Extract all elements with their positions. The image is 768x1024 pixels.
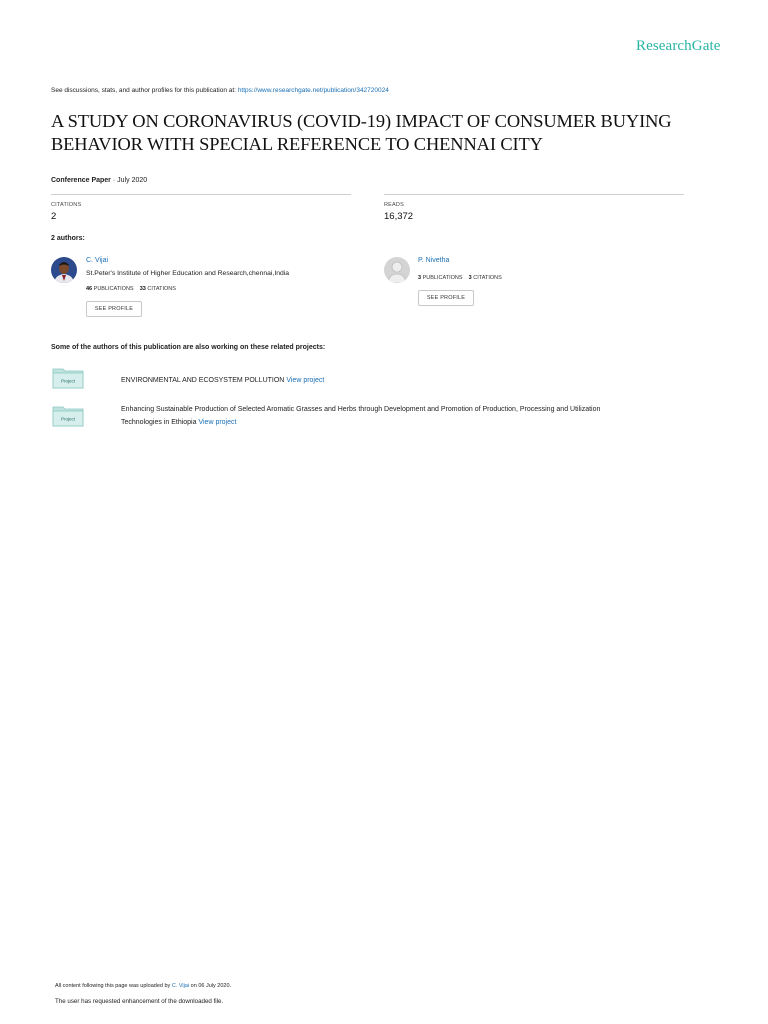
- project-item-2: [121, 403, 711, 429]
- project-folder-icon: [52, 405, 84, 427]
- intro-text: See discussions, stats, and author profiles for this publication at:: [51, 87, 236, 94]
- view-project-link[interactable]: View project: [286, 377, 325, 384]
- upload-suffix: on 06 July 2020.: [190, 983, 232, 989]
- publication-title: [51, 110, 711, 156]
- publication-meta: [51, 177, 147, 184]
- author-institution: St.Peter's Institute of Higher Education and Research,chennai,India: [86, 270, 290, 277]
- project-folder-icon: [52, 367, 84, 389]
- project-title-line-2: Technologies in Ethiopia: [121, 419, 197, 426]
- view-project-link[interactable]: View project: [198, 419, 237, 426]
- upload-prefix: All content following this page was uploaded by: [55, 983, 171, 989]
- title-line-1: A STUDY ON CORONAVIRUS (COVID-19) IMPACT OF CONSUMER BUYING: [51, 111, 672, 131]
- publication-type: Conference Paper: [51, 177, 111, 184]
- publications-count: 46: [86, 286, 93, 292]
- researchgate-logo[interactable]: ResearchGate: [636, 38, 721, 54]
- see-profile-button-c-vijai[interactable]: SEE PROFILE: [86, 301, 142, 317]
- publications-label: PUBLICATIONS: [422, 275, 463, 281]
- author-avatar-p-nivetha[interactable]: [384, 257, 410, 283]
- citations-count: 33: [139, 286, 146, 292]
- author-stats-c-vijai: [86, 286, 176, 292]
- citations-label: CITATIONS: [51, 202, 82, 208]
- author-avatar-c-vijai[interactable]: [51, 257, 77, 283]
- see-profile-button-p-nivetha[interactable]: SEE PROFILE: [418, 290, 474, 306]
- publications-count: 3: [418, 275, 422, 281]
- citations-stat-label: CITATIONS: [147, 286, 176, 292]
- project-icon-label: Project: [60, 416, 76, 422]
- upload-note: [55, 983, 231, 989]
- reads-value: 16,372: [384, 211, 414, 222]
- citations-stat-label: CITATIONS: [473, 275, 502, 281]
- citations-value: 2: [51, 211, 57, 222]
- divider-left: [51, 194, 351, 195]
- meta-separator: ·: [112, 177, 116, 184]
- citations-count: 3: [468, 275, 472, 281]
- discussion-intro: [51, 87, 389, 94]
- author-name-c-vijai[interactable]: C. Vijai: [86, 257, 109, 264]
- author-name-p-nivetha[interactable]: P. Nivetha: [418, 257, 450, 264]
- author-stats-p-nivetha: [418, 275, 502, 281]
- publication-date: July 2020: [117, 177, 148, 184]
- project-icon-label: Project: [60, 378, 76, 384]
- authors-count-label: 2 authors:: [51, 235, 85, 242]
- divider-right: [384, 194, 684, 195]
- related-projects-label: Some of the authors of this publication are also working on these related projects:: [51, 344, 326, 351]
- title-line-2: BEHAVIOR WITH SPECIAL REFERENCE TO CHENNAI CITY: [51, 134, 543, 154]
- uploader-link[interactable]: C. Vijai: [171, 983, 190, 989]
- publications-label: PUBLICATIONS: [93, 286, 134, 292]
- project-title: ENVIRONMENTAL AND ECOSYSTEM POLLUTION: [121, 377, 285, 384]
- project-item-1: [121, 374, 324, 387]
- reads-label: READS: [384, 202, 404, 208]
- enhancement-note: The user has requested enhancement of the downloaded file.: [55, 998, 224, 1005]
- project-title-line-1: Enhancing Sustainable Production of Selected Aromatic Grasses and Herbs through Development and Promotion of Production, Processing and Utilization: [121, 406, 601, 413]
- publication-url-link[interactable]: https://www.researchgate.net/publication/342720024: [237, 87, 389, 94]
